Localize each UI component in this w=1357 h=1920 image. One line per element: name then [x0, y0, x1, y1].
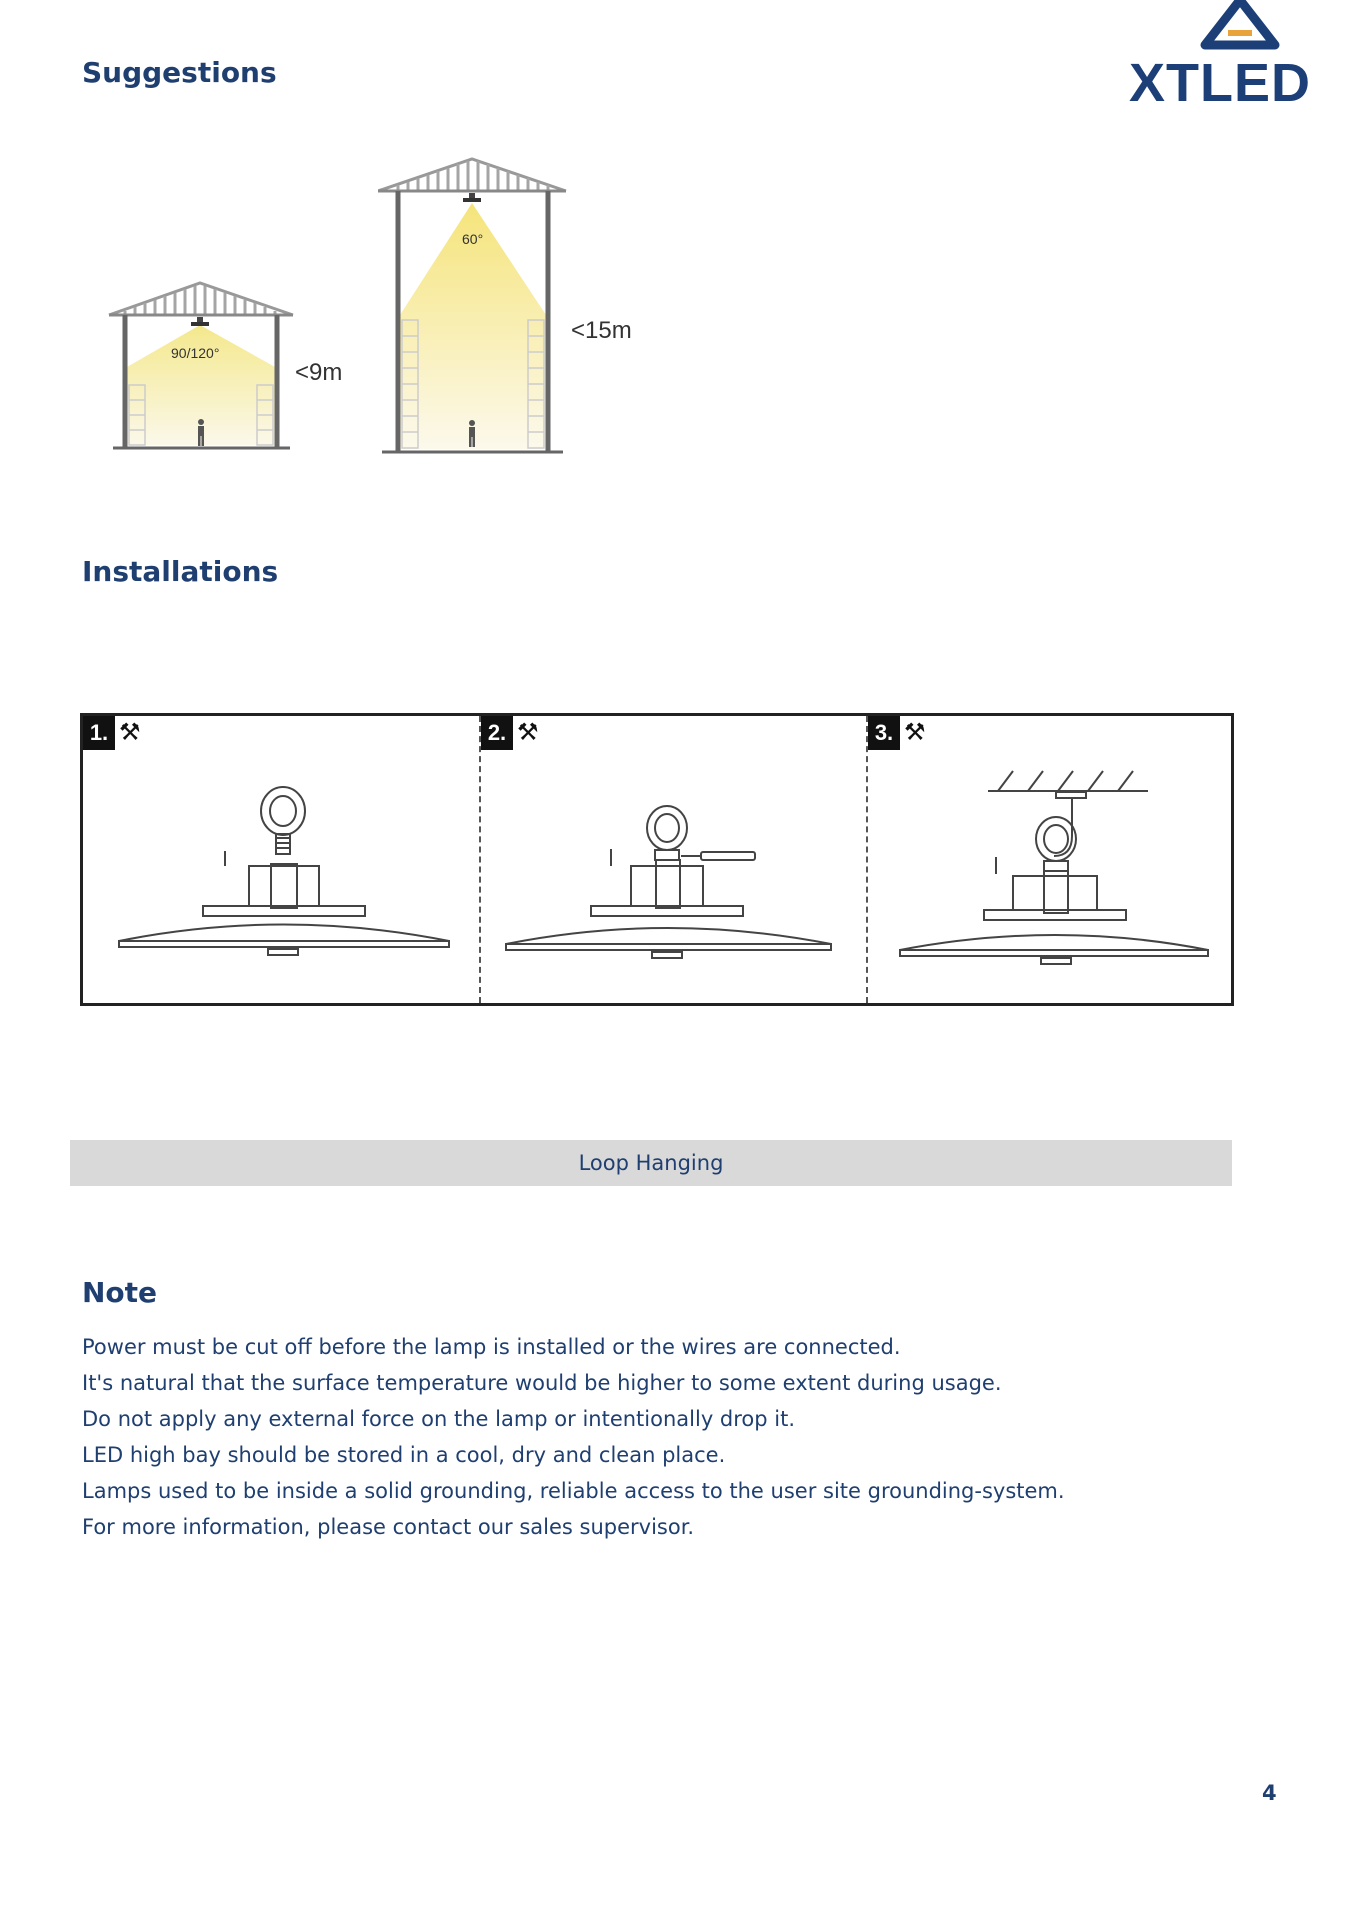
- logo-text: XTLED: [1129, 53, 1312, 113]
- note-line: LED high bay should be stored in a cool, dry and clean place.: [82, 1443, 726, 1467]
- note-line: Do not apply any external force on the lamp or intentionally drop it.: [82, 1407, 796, 1431]
- step-number: 1.: [83, 716, 115, 750]
- tools-icon: ⚒: [119, 719, 141, 746]
- brand-logo: [1125, 0, 1355, 113]
- note-line: Lamps used to be inside a solid grounding, reliable access to the user site grounding-system.: [82, 1479, 1065, 1503]
- diagram-small-building: [105, 275, 405, 455]
- installation-step-2: [481, 716, 866, 1003]
- note-line: It's natural that the surface temperature would be higher to some extent during usage.: [82, 1371, 1002, 1395]
- installation-step-3: [868, 716, 1231, 1003]
- step-number: 2.: [481, 716, 513, 750]
- note-list: [82, 1329, 1232, 1545]
- section-title-suggestions: Suggestions: [82, 56, 277, 89]
- section-title-installations: Installations: [82, 555, 279, 588]
- section-title-note: Note: [82, 1276, 158, 1309]
- beam-angle-label-small: 90/120°: [171, 345, 220, 361]
- installation-caption: Loop Hanging: [578, 1151, 724, 1175]
- note-line: For more information, please contact our sales supervisor.: [82, 1515, 695, 1539]
- step-number: 3.: [868, 716, 900, 750]
- tools-icon: ⚒: [904, 719, 926, 746]
- height-label-tall: <15m: [571, 317, 632, 344]
- lamp-hanging-illustration: [868, 716, 1231, 1003]
- installation-caption-bar: [70, 1140, 1232, 1186]
- height-label-small: <9m: [295, 359, 343, 386]
- lamp-eyebolt-illustration: [83, 716, 479, 1003]
- installation-step-1: [83, 716, 479, 1003]
- page-number: 4: [1262, 1781, 1277, 1805]
- lamp-screwdriver-illustration: [481, 716, 866, 1003]
- note-line: Power must be cut off before the lamp is installed or the wires are connected.: [82, 1335, 901, 1359]
- tools-icon: ⚒: [517, 719, 539, 746]
- beam-angle-label-tall: 60°: [462, 231, 484, 247]
- diagram-tall-building: [378, 155, 678, 455]
- logo-mountain-icon: [1125, 0, 1355, 60]
- installation-steps-panel: [80, 713, 1234, 1006]
